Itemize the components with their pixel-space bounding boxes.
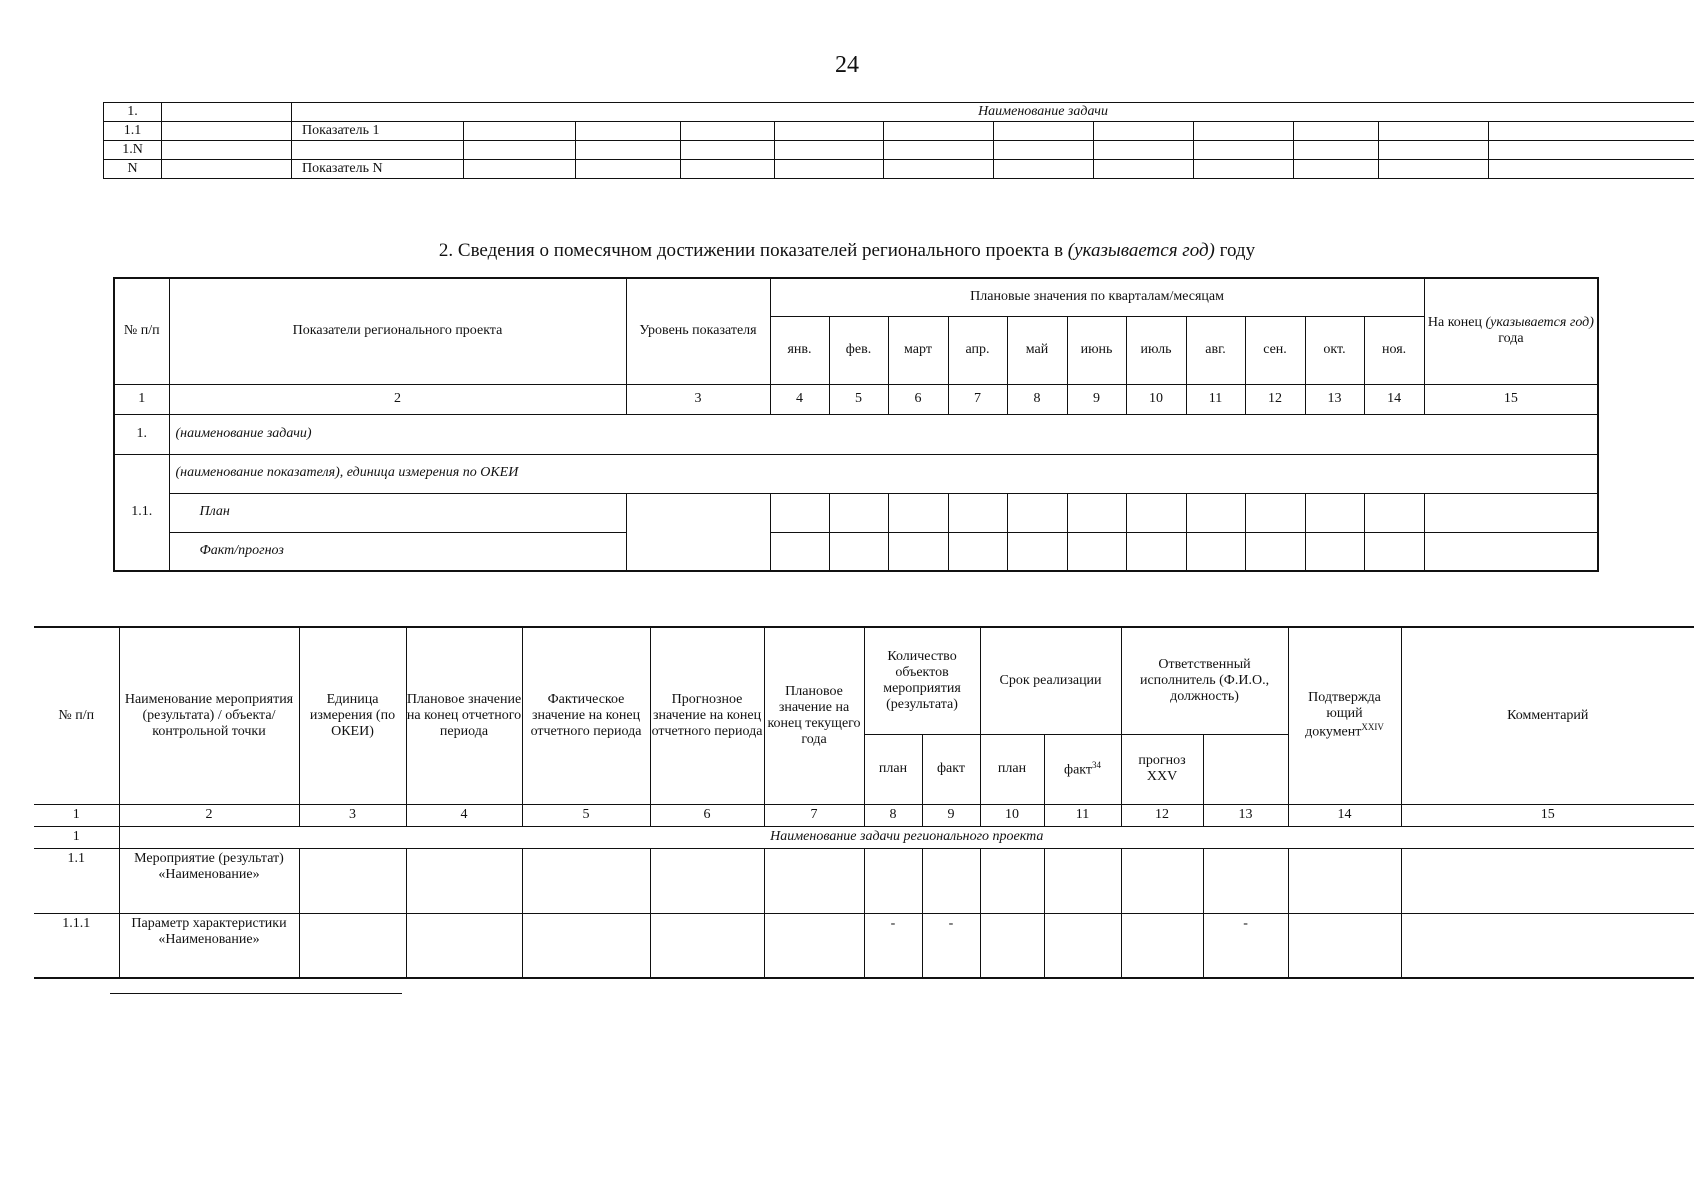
month-header: сен. [1245, 316, 1305, 384]
column-numbers-row: 1 2 3 4 5 6 7 8 9 10 11 12 13 14 15 [114, 384, 1598, 414]
col-num-header: № п/п [34, 627, 119, 804]
task-name: Наименование задачи [292, 103, 1694, 122]
col-num-header: № п/п [114, 278, 169, 384]
plan-label: План [169, 493, 626, 532]
col-term-forecast-header: прогноз XXV [1121, 734, 1203, 804]
measure-name: Мероприятие (результат) «Наименование» [119, 848, 299, 913]
row-number: 1.1 [104, 122, 162, 141]
col-term-plan-header: план [980, 734, 1044, 804]
month-header: апр. [948, 316, 1007, 384]
table-row [104, 160, 1694, 179]
indicator-label: Показатель 1 [292, 122, 464, 141]
row-number: 1. [114, 414, 169, 454]
row-number: 1 [34, 826, 119, 848]
col-document-header: Подтвержда ющий документ$^{XXIV}$ [1288, 627, 1401, 804]
column-numbers-row: 1 2 3 4 5 6 7 8 9 10 11 12 13 14 15 [34, 804, 1694, 826]
page-number: 24 [835, 52, 859, 78]
row-number: 1.1.1 [34, 913, 119, 978]
col-plan-header: план [864, 734, 922, 804]
continuation-table [103, 102, 1694, 179]
col-indicators-header: Показатели регионального проекта [169, 278, 626, 384]
month-header: май [1007, 316, 1067, 384]
plan-row [114, 493, 1598, 532]
col-actual-header: Фактическое значение на конец отчетного периода [522, 627, 650, 804]
col-end-header: На конец (указывается год) года [1424, 278, 1598, 384]
col-forecast-header: Прогнозное значение на конец отчетного периода [650, 627, 764, 804]
col-level-header: Уровень показателя [626, 278, 770, 384]
footnote-separator [110, 993, 402, 994]
dash-mark: - [864, 913, 922, 978]
table-row [34, 913, 1694, 978]
col-fact-header: факт [922, 734, 980, 804]
month-header: март [888, 316, 948, 384]
month-header: окт. [1305, 316, 1364, 384]
task-name: Наименование задачи регионального проекта [119, 826, 1694, 848]
table-row [104, 141, 1694, 160]
indicator-row [114, 454, 1598, 493]
month-header: июль [1126, 316, 1186, 384]
col-name-header: Наименование мероприятия (результата) / объекта/ контрольной точки [119, 627, 299, 804]
dash-mark: - [922, 913, 980, 978]
col-planned-year-header: Плановое значение на конец текущего года [764, 627, 864, 804]
col-responsible-header: Ответственный исполнитель (Ф.И.О., должность) [1121, 627, 1288, 734]
task-name: (наименование задачи) [169, 414, 1598, 454]
month-header: июнь [1067, 316, 1126, 384]
table-row [104, 103, 1694, 122]
col-objects-count-header: Количество объектов мероприятия (результата) [864, 627, 980, 734]
row-number: N [104, 160, 162, 179]
task-row [34, 826, 1694, 848]
row-number: 1.1. [114, 454, 169, 571]
col-term-fact-header: факт$^{34}$ [1044, 734, 1121, 804]
task-row [114, 414, 1598, 454]
month-header: янв. [770, 316, 829, 384]
month-header: ноя. [1364, 316, 1424, 384]
indicator-label: Показатель N [292, 160, 464, 179]
parameter-name: Параметр характеристики «Наименование» [119, 913, 299, 978]
section-2-heading: 2. Сведения о помесячном достижении показателей регионального проекта в (указывается год) году [438, 240, 1256, 261]
measures-table [34, 626, 1694, 979]
col-term-header: Срок реализации [980, 627, 1121, 734]
fact-row [114, 532, 1598, 571]
table-row [104, 122, 1694, 141]
month-header: авг. [1186, 316, 1245, 384]
row-number: 1.N [104, 141, 162, 160]
col-planned-header: Плановое значение на конец отчетного периода [406, 627, 522, 804]
col-planned-group-header: Плановые значения по кварталам/месяцам [770, 278, 1424, 316]
table-row [34, 848, 1694, 913]
col-unit-header: Единица измерения (по ОКЕИ) [299, 627, 406, 804]
dash-mark: - [1203, 913, 1288, 978]
monthly-indicators-table [113, 277, 1599, 572]
col-comment-header: Комментарий [1401, 627, 1694, 804]
row-number: 1.1 [34, 848, 119, 913]
indicator-name: (наименование показателя), единица измерения по ОКЕИ [169, 454, 1598, 493]
month-header: фев. [829, 316, 888, 384]
row-number: 1. [104, 103, 162, 122]
fact-label: Факт/прогноз [169, 532, 626, 571]
